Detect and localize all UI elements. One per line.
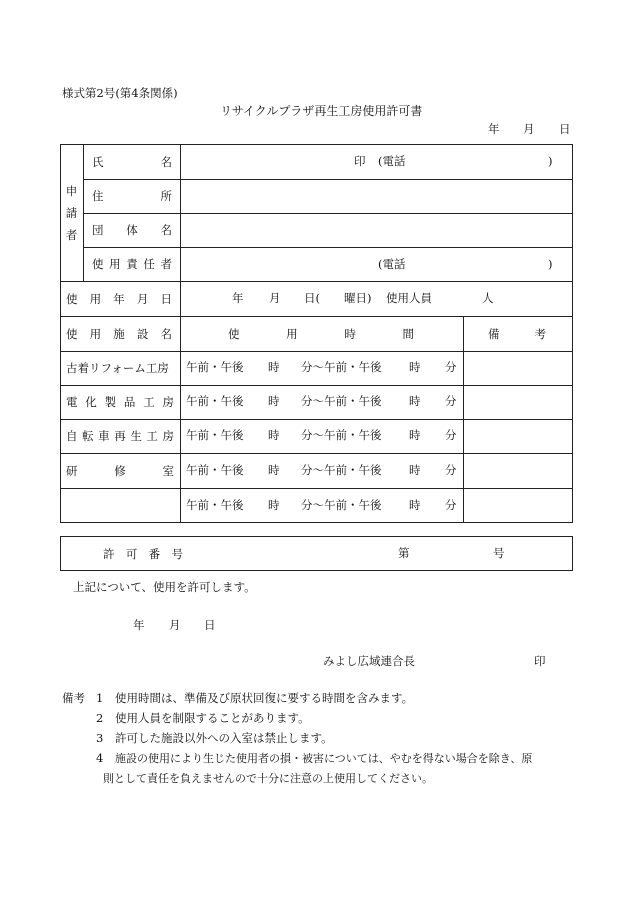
label-char: 所: [160, 189, 172, 203]
time-min-end: 分: [445, 360, 457, 374]
time-min-end: 分: [445, 394, 457, 408]
label-char: 可: [125, 546, 138, 561]
label-char: 名: [160, 326, 172, 341]
label-char: 考: [534, 326, 546, 341]
label-char: 使: [66, 291, 78, 306]
label-char: 号: [171, 546, 183, 561]
note-text: 使用時間は、準備及び原状回復に要する時間を含みます。: [115, 691, 414, 705]
issue-month: 月: [169, 618, 181, 632]
label-char: 名: [160, 223, 172, 237]
address-label: [92, 179, 172, 213]
facility-remarks-field[interactable]: [463, 419, 573, 453]
time-ampm-start: 午前・午後: [186, 463, 244, 477]
label-char: 用: [89, 326, 102, 341]
label-char: 車: [98, 429, 110, 443]
usage-day: 日(: [304, 291, 320, 305]
time-ampm-start: 午前・午後: [186, 498, 244, 512]
facility-remarks-field[interactable]: [463, 351, 573, 385]
time-hour-start: 時: [268, 394, 280, 408]
address-field[interactable]: [180, 179, 573, 213]
label-char: 房: [162, 395, 174, 409]
permit-number-label: [103, 536, 183, 571]
time-min-range: 分〜午前・午後: [301, 428, 382, 442]
usage-weekday: 曜日): [344, 291, 372, 305]
remarks-header: [488, 316, 546, 351]
time-min-range: 分〜午前・午後: [301, 498, 382, 512]
time-ampm-start: 午前・午後: [186, 394, 244, 408]
label-char: 自: [66, 429, 78, 443]
seal-mark: 印: [354, 154, 366, 168]
time-min-range: 分〜午前・午後: [301, 394, 382, 408]
time-ampm-start: 午前・午後: [186, 360, 244, 374]
time-min-range: 分〜午前・午後: [301, 360, 382, 374]
form-number: 様式第2号(第4条関係): [62, 86, 178, 100]
time-hour-end: 時: [409, 394, 421, 408]
facility-remarks-field[interactable]: [463, 453, 573, 488]
applicant-char: 者: [65, 227, 78, 242]
responsible-person-label: [92, 247, 172, 281]
time-hour-end: 時: [409, 463, 421, 477]
facility-name: [66, 453, 174, 488]
facility-time-field[interactable]: [180, 453, 463, 488]
usage-date-field[interactable]: [180, 281, 573, 316]
usage-people-unit: 人: [482, 291, 494, 305]
note-text: 使用人員を制限することがあります。: [115, 711, 310, 725]
permit-go: 号: [493, 546, 505, 560]
date-month-label: 月: [523, 122, 535, 136]
facility-name-field[interactable]: [60, 488, 180, 523]
label-char: 製: [104, 395, 117, 409]
time-min-range: 分〜午前・午後: [301, 463, 382, 477]
label-char: 房: [162, 429, 174, 443]
permit-dai: 第: [398, 546, 410, 560]
issuer-name: みよし広域連合長: [323, 654, 415, 668]
permit-number-field[interactable]: [190, 536, 573, 571]
document-title: リサイクルプラザ再生工房使用許可書: [220, 104, 423, 118]
label-char: 使: [92, 257, 104, 271]
label-char: 間: [402, 326, 414, 341]
label-char: 電: [66, 395, 78, 409]
label-char: 工: [146, 429, 158, 443]
date-day-label: 日: [559, 122, 571, 136]
label-char: 転: [82, 429, 94, 443]
time-hour-start: 時: [268, 498, 280, 512]
label-char: 工: [143, 395, 155, 409]
label-char: 室: [162, 463, 174, 478]
applicant-char: 請: [65, 205, 78, 220]
notes-label: 備考: [62, 691, 85, 705]
organization-label: [92, 213, 172, 247]
time-ampm-start: 午前・午後: [186, 428, 244, 442]
label-char: 使: [66, 326, 78, 341]
name-field[interactable]: [180, 144, 573, 179]
label-char: 番: [148, 546, 161, 561]
label-char: 名: [160, 154, 172, 169]
label-char: 日: [160, 291, 172, 306]
label-char: 用: [89, 291, 102, 306]
responsible-person-field[interactable]: [180, 247, 573, 281]
facility-name: [66, 385, 174, 419]
time-hour-end: 時: [409, 360, 421, 374]
label-char: 研: [66, 463, 78, 478]
facility-name: [66, 419, 174, 453]
time-min-end: 分: [445, 428, 457, 442]
phone-label: (電話: [378, 257, 406, 271]
label-char: 生: [130, 429, 142, 443]
facility-remarks-field[interactable]: [463, 488, 573, 523]
permission-statement: 上記について、使用を許可します。: [73, 580, 256, 594]
time-header: [228, 316, 414, 351]
note-number: 4: [96, 751, 104, 765]
facility-remarks-field[interactable]: [463, 385, 573, 419]
time-min-end: 分: [445, 498, 457, 512]
label-char: 任: [143, 257, 155, 271]
time-hour-end: 時: [409, 498, 421, 512]
issuer-seal: 印: [534, 654, 546, 668]
applicant-section-label: [60, 144, 83, 281]
facility-time-field[interactable]: [180, 419, 463, 453]
facility-name-text: 古着リフォーム工房: [66, 361, 169, 375]
issue-year: 年: [133, 618, 145, 632]
label-char: 住: [92, 189, 104, 203]
label-char: 月: [136, 291, 149, 306]
time-hour-start: 時: [268, 428, 280, 442]
usage-month: 月: [269, 291, 281, 305]
note-text: 施設の使用により生じた使用者の損・被害については、やむを得ない場合を除き、原: [115, 752, 533, 765]
time-hour-end: 時: [409, 428, 421, 442]
label-char: 使: [228, 326, 240, 341]
time-hour-start: 時: [268, 360, 280, 374]
time-min-end: 分: [445, 463, 457, 477]
note-number: 2: [96, 711, 104, 725]
phone-close: ): [548, 154, 553, 168]
label-char: 施: [113, 326, 125, 341]
label-char: 許: [103, 546, 115, 561]
label-char: 再: [114, 429, 126, 443]
label-char: 修: [114, 463, 126, 478]
usage-year: 年: [232, 291, 244, 305]
organization-field[interactable]: [180, 213, 573, 247]
note-number: 3: [96, 731, 104, 745]
date-year-label: 年: [488, 122, 500, 136]
usage-date-label: [66, 281, 172, 316]
facility-header-label: [66, 316, 172, 351]
label-char: 設: [136, 326, 149, 341]
label-char: 品: [123, 395, 136, 409]
time-hour-start: 時: [268, 463, 280, 477]
name-label: [92, 144, 172, 179]
label-char: 責: [126, 257, 138, 271]
facility-time-field[interactable]: [180, 488, 463, 523]
label-char: 時: [344, 326, 356, 341]
label-char: 備: [488, 326, 500, 341]
note-text: 許可した施設以外への入室は禁止します。: [115, 731, 333, 745]
note-number: 1: [96, 691, 104, 705]
label-char: 体: [126, 223, 138, 237]
issue-day: 日: [204, 618, 216, 632]
label-char: 氏: [92, 154, 104, 169]
phone-label: (電話: [378, 154, 406, 168]
note-text-continuation: 則として責任を負えませんので十分に注意の上使用してください。: [103, 772, 433, 785]
facility-time-field[interactable]: [180, 385, 463, 419]
facility-time-field[interactable]: [180, 351, 463, 385]
usage-people-label: 使用人員: [386, 291, 432, 305]
label-char: 化: [85, 395, 97, 409]
label-char: 用: [286, 326, 298, 341]
applicant-char: 申: [65, 183, 78, 198]
label-char: 者: [160, 257, 172, 271]
label-char: 用: [109, 257, 121, 271]
facility-name: [66, 351, 176, 385]
phone-close: ): [548, 257, 553, 271]
label-char: 団: [92, 223, 104, 237]
label-char: 年: [113, 291, 125, 306]
